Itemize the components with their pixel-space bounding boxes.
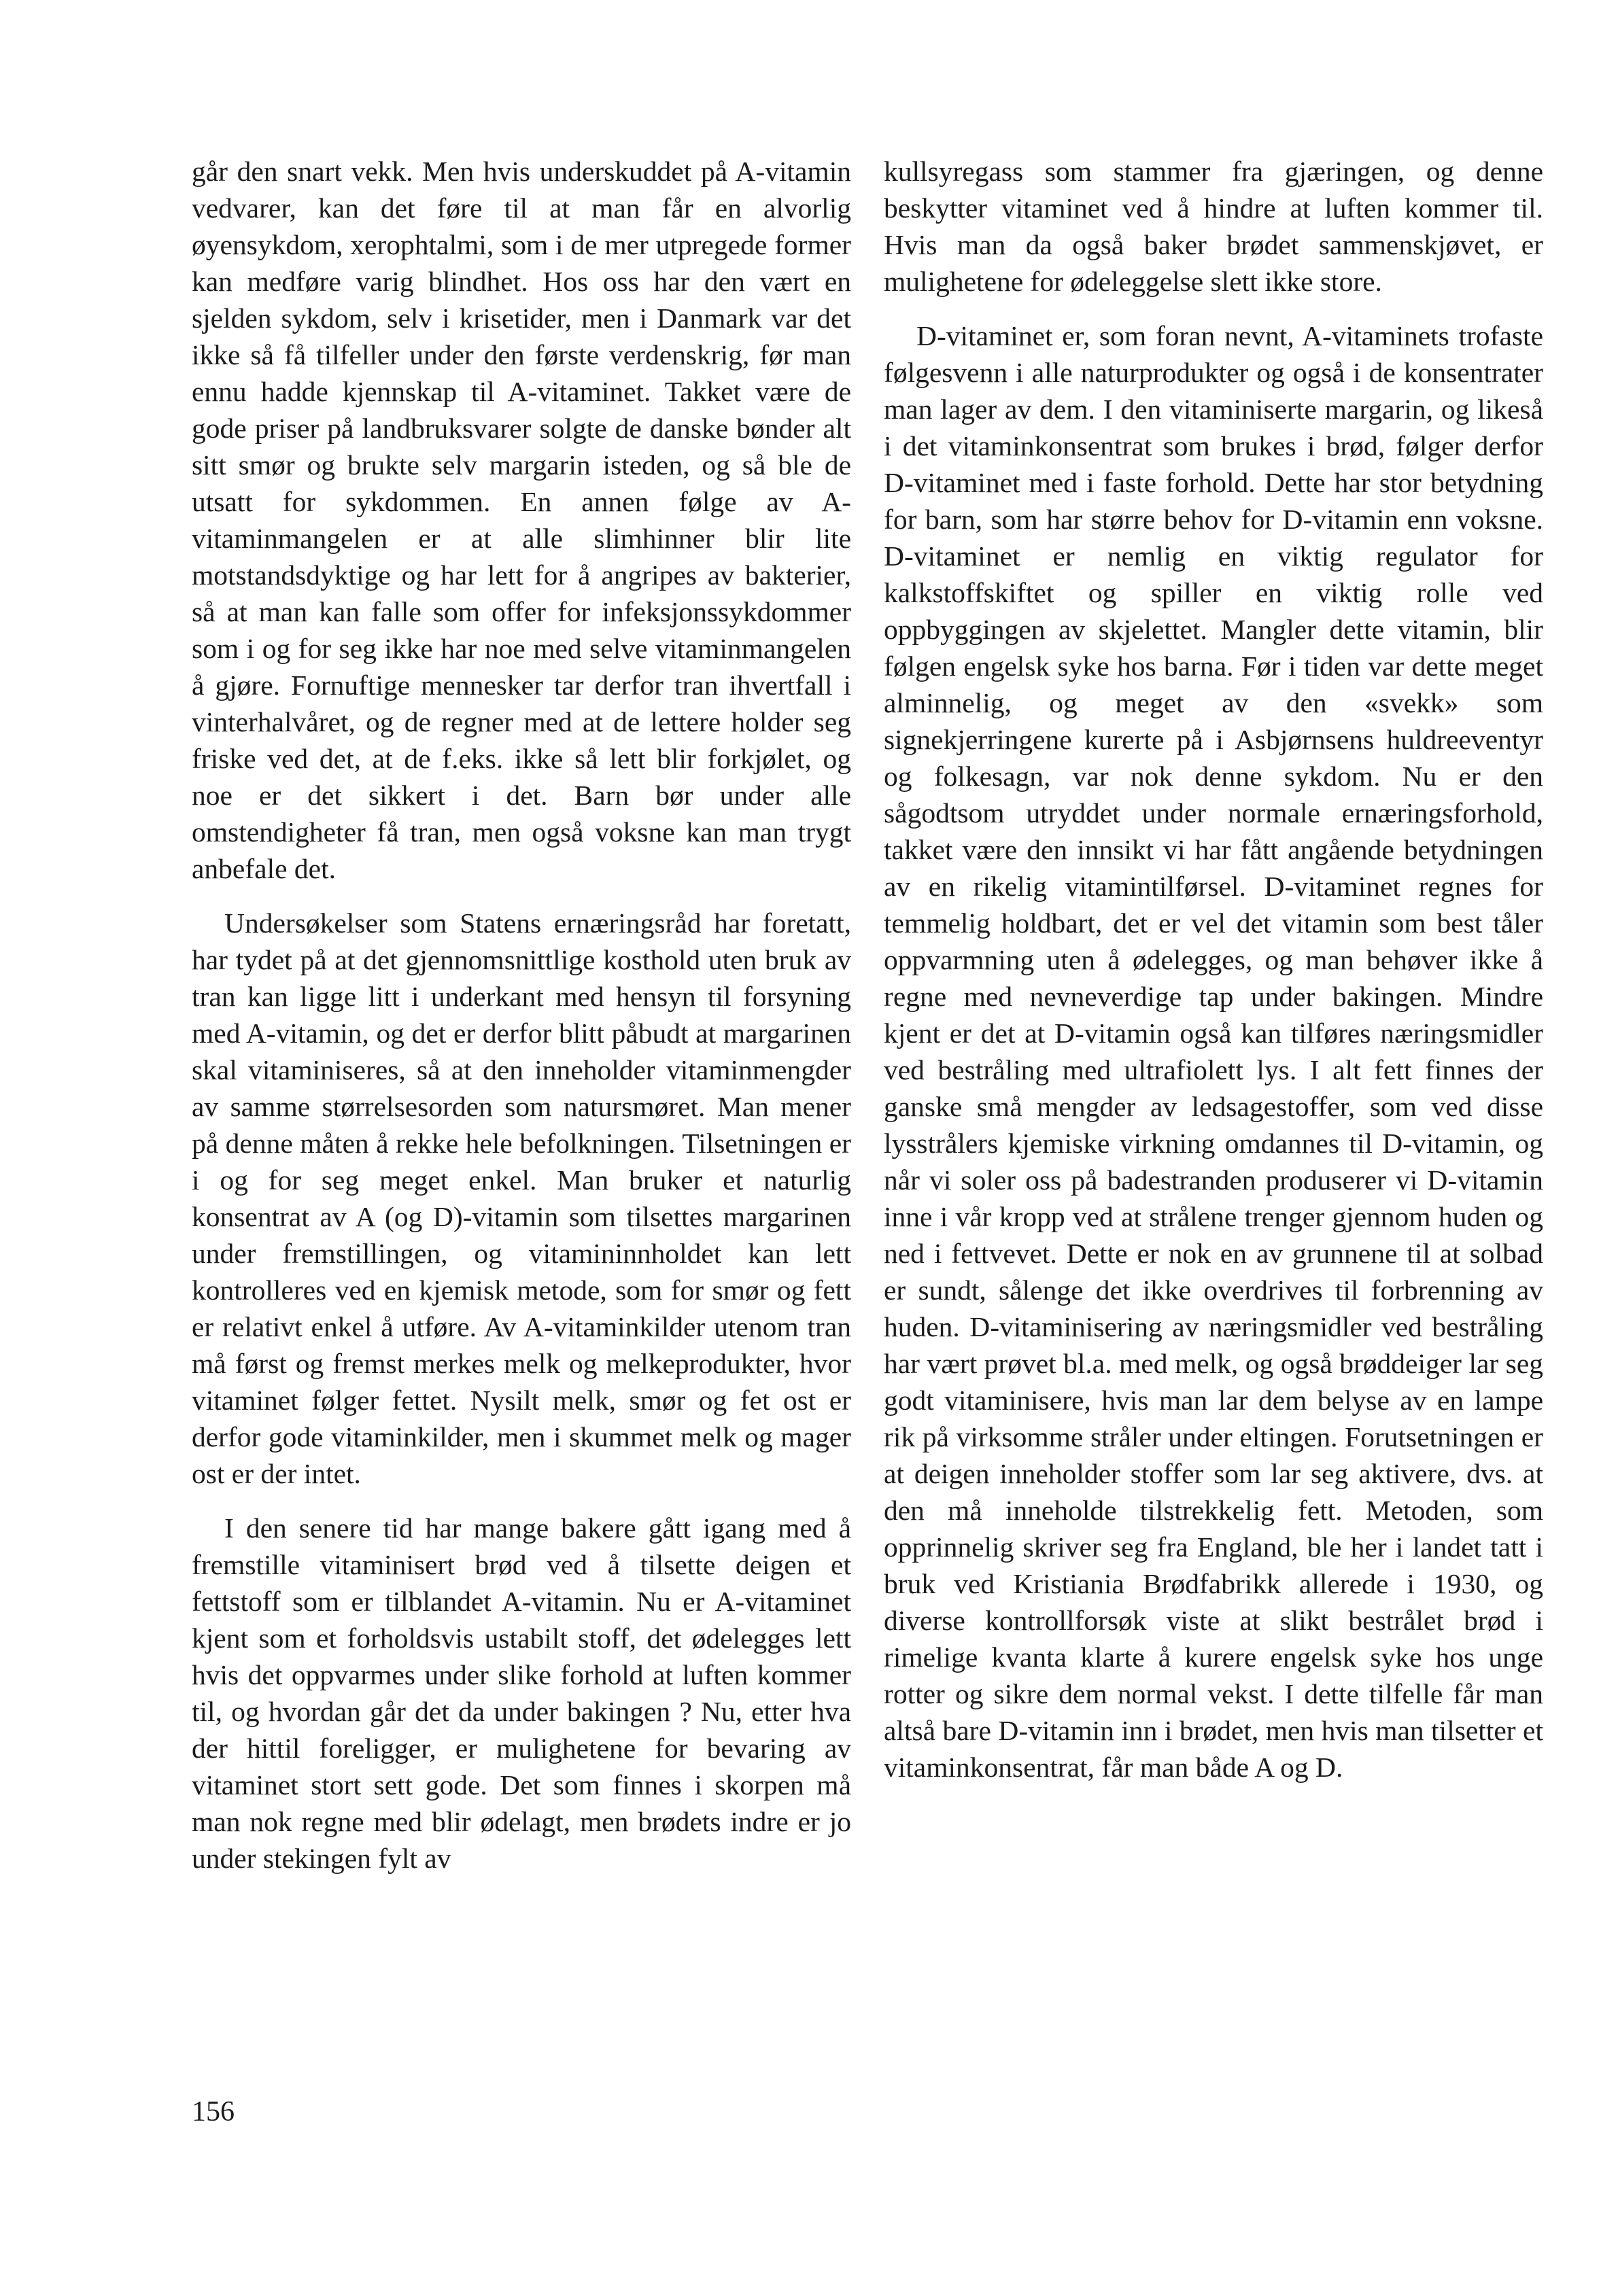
page-number: 156	[192, 2096, 235, 2127]
right-column	[884, 153, 1543, 1786]
paragraph-continuation: går den snart vekk. Men hvis underskuddet på A-vitamin vedvarer, kan det føre til at man får en alvorlig øyensykdom, xerophtalmi, som i de mer utpregede former kan medføre varig blindhet. Hos oss har den vært en sjelden sykdom, selv i krisetider, men i Danmark var det ikke så få tilfeller under den første verdenskrig, før man ennu hadde kjennskap til A-vitaminet. Takket være de gode priser på landbruksvarer solgte de danske bønder alt sitt smør og brukte selv margarin isteden, og så ble de utsatt for sykdommen. En annen følge av A-vitaminmangelen er at alle slimhinner blir lite motstandsdyktige og har lett for å angripes av bakterier, så at man kan falle som offer for infeksjonssykdommer som i og for seg ikke har noe med selve vitaminmangelen å gjøre. Fornuftige mennesker tar derfor tran ihvertfall i vinterhalvåret, og de regner med at de lettere holder seg friske ved det, at de f.eks. ikke så lett blir forkjølet, og noe er det sikkert i det. Barn bør under alle omstendigheter få tran, men også voksne kan man trygt anbefale det.	[192, 156, 851, 884]
paragraph-bread: I den senere tid har mange bakere gått igang med å fremstille vitaminisert brød ved å tilsette deigen et fettstoff som er tilblandet A-vitamin. Nu er A-vitaminet kjent som et forholdsvis ustabilt stoff, det ødelegges lett hvis det oppvarmes under slike forhold at luften kommer til, og hvordan går det da under bakingen ? Nu, etter hva der hittil foreligger, er mulighetene for bevaring av vitaminet stort sett gode. Det som finnes i skorpen må man nok regne med blir ødelagt, men brødets indre er jo under stekingen fylt av	[192, 1512, 851, 1874]
paragraph-carbon-dioxide: kullsyregass som stammer fra gjæringen, og denne beskytter vitaminet ved å hindre at luften kommer til. Hvis man da også baker brødet sammenskjøvet, er mulighetene for ødeleggelse slett ikke store.	[884, 156, 1543, 297]
paragraph-d-vitamin: D-vitaminet er, som foran nevnt, A-vitaminets trofaste følgesvenn i alle naturprodukter og også i de konsentrater man lager av dem. I den vitaminiserte margarin, og likeså i det vitaminkonsentrat som brukes i brød, følger derfor D-vitaminet med i faste forhold. Dette har stor betydning for barn, som har større behov for D-vitamin enn voksne. D-vitaminet er nemlig en viktig regulator for kalkstoffskiftet og spiller en viktig rolle ved oppbyggingen av skjelettet. Mangler dette vitamin, blir følgen engelsk syke hos barna. Før i tiden var dette meget alminnelig, og meget av den «svekk» som signekjerringene kurerte på i Asbjørnsens huldreeventyr og folkesagn, var nok denne sykdom. Nu er den sågodtsom utryddet under normale ernæringsforhold, takket være den innsikt vi har fått angående betydningen av en rikelig vitamintilførsel. D-vitaminet regnes for temmelig holdbart, det er vel det vitamin som best tåler oppvarmning uten å ødelegges, og man behøver ikke å regne med nevneverdige tap under bakingen. Mindre kjent er det at D-vitamin også kan tilføres næringsmidler ved bestråling med ultrafiolett lys. I alt fett finnes der ganske små mengder av ledsagestoffer, som ved disse lysstrålers kjemiske virkning omdannes til D-vitamin, og når vi soler oss på badestranden produserer vi D-vitamin inne i vår kropp ved at strålene trenger gjennom huden og ned i fettvevet. Dette er nok en av grunnene til at solbad er sundt, sålenge det ikke overdrives til forbrenning av huden. D-vitaminisering av næringsmidler ved bestråling har vært prøvet bl.a. med melk, og også brøddeiger lar seg godt vitaminisere, hvis man lar dem belyse av en lampe rik på virksomme stråler under eltingen. Forutsetningen er at deigen inneholder stoffer som lar seg aktivere, dvs. at den må inneholde tilstrekkelig fett. Metoden, som opprinnelig skriver seg fra England, ble her i landet tatt i bruk ved Kristiania Brødfabrikk allerede i 1930, og diverse kontrollforsøk viste at slikt bestrålet brød i rimelige kvanta klarte å kurere engelsk syke hos unge rotter og sikre dem normal vekst. I dette tilfelle får man altså bare D-vitamin inn i brødet, men hvis man tilsetter et vitaminkonsentrat, får man både A og D.	[884, 320, 1543, 1783]
paragraph-margarine: Undersøkelser som Statens ernæringsråd har foretatt, har tydet på at det gjennomsnittlige kosthold uten bruk av tran kan ligge litt i underkant med hensyn til forsyning med A-vitamin, og det er derfor blitt påbudt at margarinen skal vitaminiseres, så at den inneholder vitaminmengder av samme størrelsesorden som natursmøret. Man mener på denne måten å rekke hele befolkningen. Tilsetningen er i og for seg meget enkel. Man bruker et naturlig konsentrat av A (og D)-vitamin som tilsettes margarinen under fremstillingen, og vitamininnholdet kan lett kontrolleres ved en kjemisk metode, som for smør og fett er relativt enkel å utføre. Av A-vitaminkilder utenom tran må først og fremst merkes melk og melkeprodukter, hvor vitaminet følger fettet. Nysilt melk, smør og fet ost er derfor gode vitaminkilder, men i skummet melk og mager ost er der intet.	[192, 907, 851, 1489]
left-column	[192, 153, 851, 1877]
